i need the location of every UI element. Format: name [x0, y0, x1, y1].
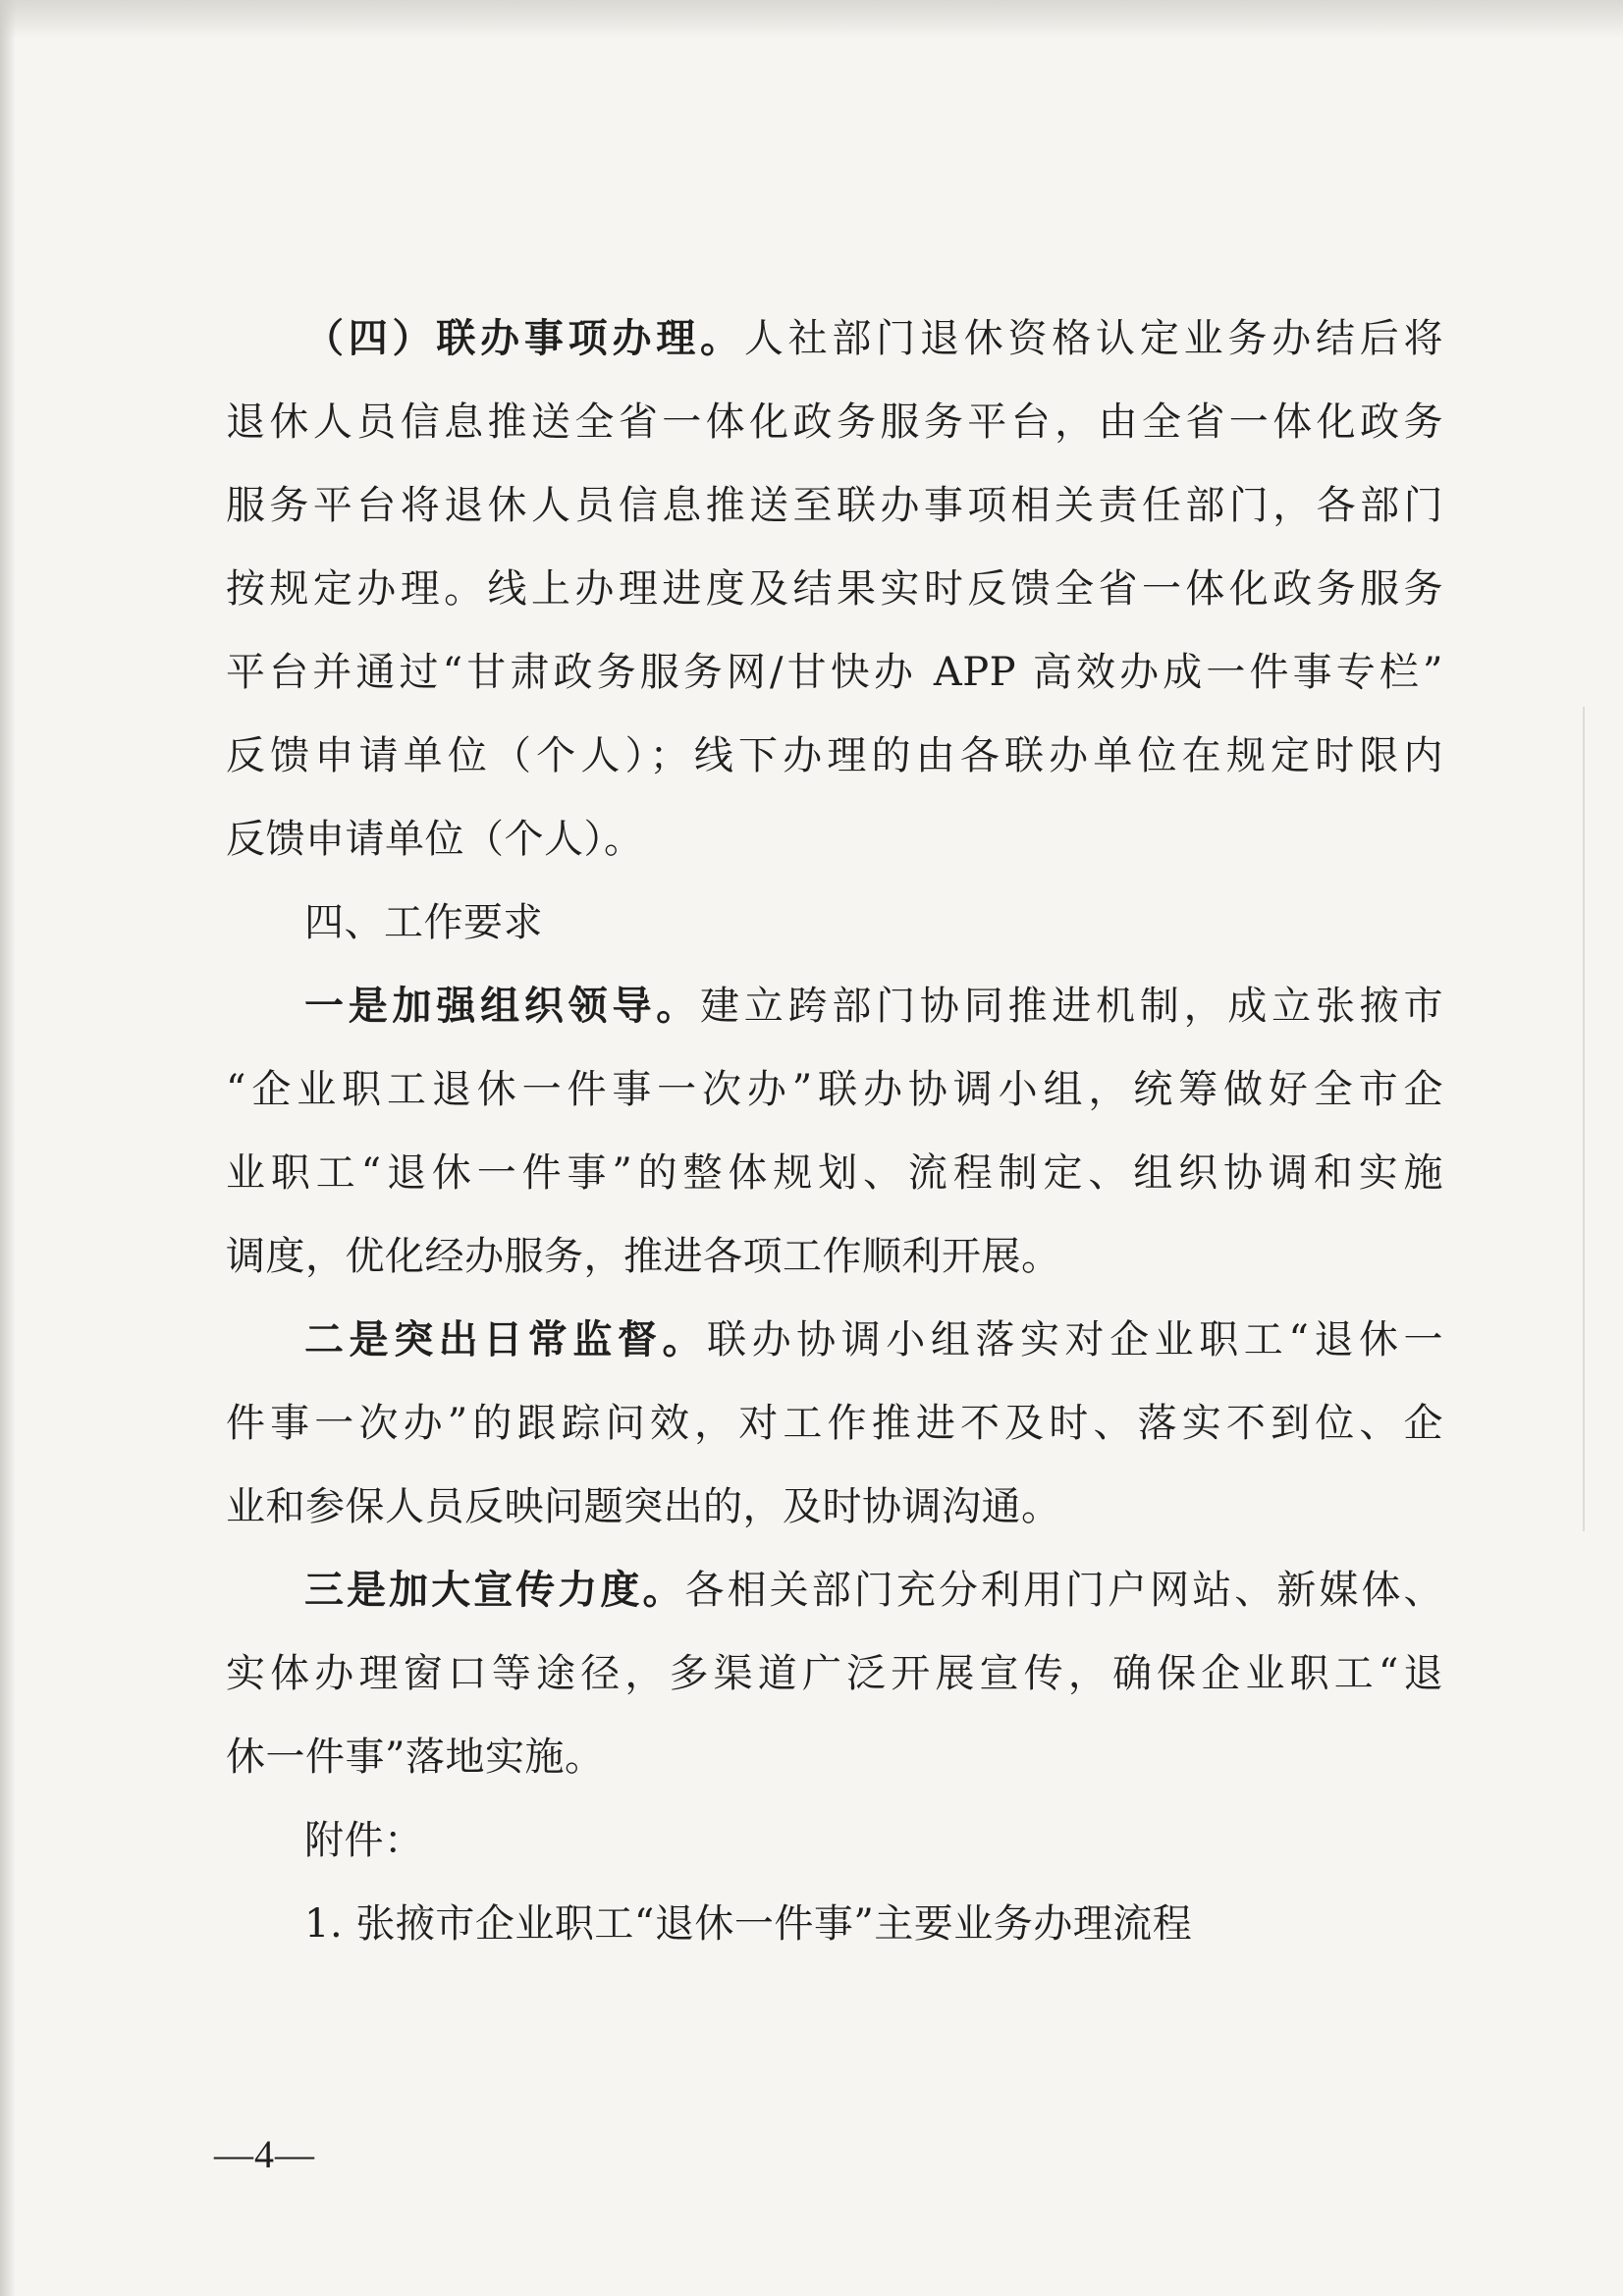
requirement-two-line-1	[304, 1310, 1443, 1369]
section-four-line-4: 按规定办理。线上办理进度及结果实时反馈全省一体化政务服务	[226, 566, 1443, 612]
requirement-two-heading: 二是突出日常监督。	[304, 1316, 708, 1362]
section-four-line-7: 反馈申请单位（个人）。	[226, 817, 644, 862]
requirement-one-line-1	[304, 977, 1443, 1036]
requirement-three-line-1	[304, 1561, 1443, 1620]
section-four-line-2: 退休人员信息推送全省一体化政务服务平台，由全省一体化政务	[226, 400, 1443, 445]
requirement-three-line-2: 实体办理窗口等途径，多渠道广泛开展宣传，确保企业职工“退	[226, 1651, 1443, 1696]
section-four-heading: （四）联办事项办理。	[304, 315, 744, 361]
section-four-text: 人社部门退休资格认定业务办结后将	[743, 316, 1444, 361]
work-requirements-title: 四、工作要求	[304, 900, 543, 945]
scan-edge-mark	[1583, 707, 1585, 1531]
section-four-line-1	[304, 309, 1443, 368]
attachments-label: 附件：	[304, 1818, 424, 1863]
page-number: —4—	[214, 2132, 315, 2176]
requirement-two-text: 联办协调小组落实对企业职工“退休一	[707, 1317, 1444, 1362]
requirement-one-text: 建立跨部门协同推进机制，成立张掖市	[700, 984, 1444, 1029]
requirement-one-heading: 一是加强组织领导。	[304, 983, 701, 1029]
attachment-item: 1. 张掖市企业职工“退休一件事”主要业务办理流程	[304, 1901, 1193, 1947]
scan-top-shadow	[0, 0, 1623, 39]
requirement-one-line-2: “企业职工退休一件事一次办”联办协调小组，统筹做好全市企	[226, 1067, 1443, 1112]
section-four-line-3: 服务平台将退休人员信息推送至联办事项相关责任部门，各部门	[226, 483, 1443, 528]
requirement-two-line-2: 件事一次办”的跟踪问效，对工作推进不及时、落实不到位、企	[226, 1401, 1443, 1446]
requirement-two-line-3: 业和参保人员反映问题突出的，及时协调沟通。	[226, 1484, 1061, 1529]
requirement-one-line-4: 调度，优化经办服务，推进各项工作顺利开展。	[226, 1234, 1061, 1279]
requirement-one-line-3: 业职工“退休一件事”的整体规划、流程制定、组织协调和实施	[226, 1150, 1443, 1196]
requirement-three-text: 各相关部门充分利用门户网站、新媒体、	[684, 1568, 1444, 1613]
section-four-line-5: 平台并通过“甘肃政务服务网/甘快办 APP 高效办成一件事专栏”	[226, 650, 1443, 695]
requirement-three-line-3: 休一件事”落地实施。	[226, 1735, 605, 1780]
requirement-three-heading: 三是加大宣传力度。	[304, 1567, 685, 1613]
scan-left-shadow	[0, 0, 16, 2296]
section-four-line-6: 反馈申请单位（个人）；线下办理的由各联办单位在规定时限内	[226, 733, 1443, 778]
